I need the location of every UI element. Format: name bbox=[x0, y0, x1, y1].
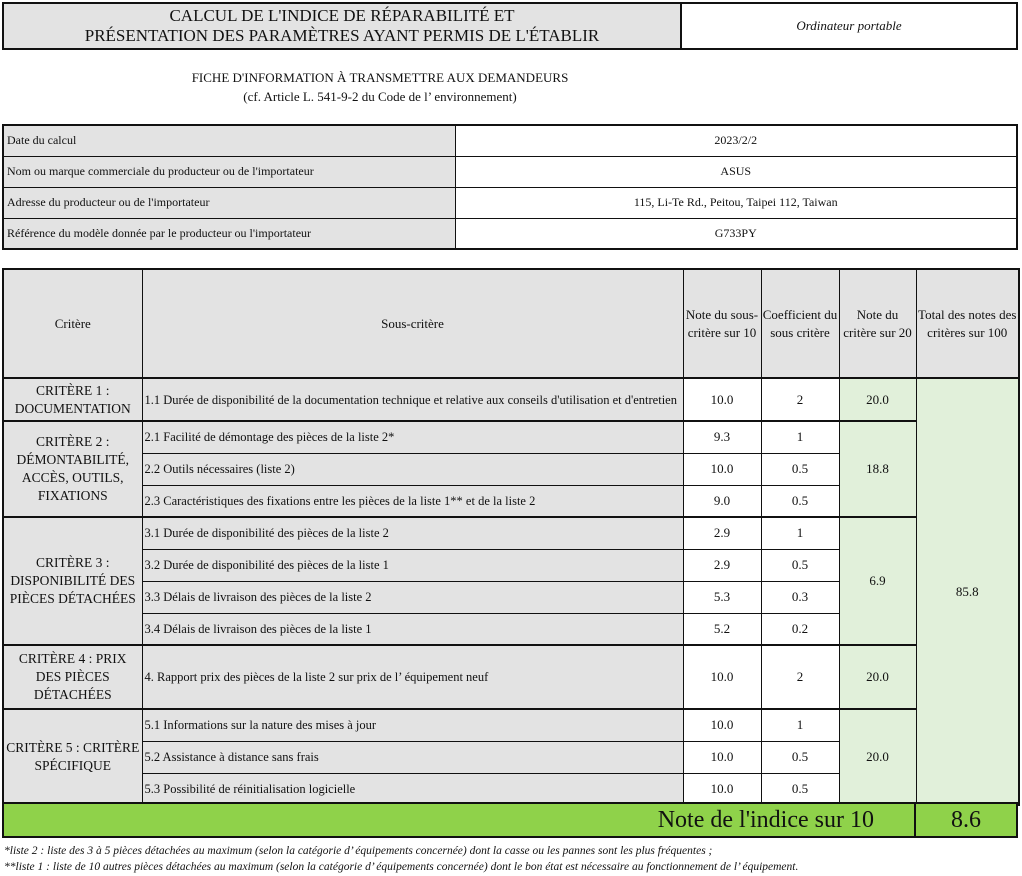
subcriterion-note: 2.9 bbox=[683, 549, 761, 581]
subcriterion-label: 3.2 Durée de disponibilité des pièces de la liste 1 bbox=[142, 549, 683, 581]
info-row bbox=[3, 187, 1017, 218]
header-note-sous: Note du sous-critère sur 10 bbox=[683, 269, 761, 378]
info-value: ASUS bbox=[455, 156, 1017, 187]
info-table bbox=[2, 124, 1018, 250]
subcriterion-coef: 0.2 bbox=[761, 613, 839, 645]
title-line-2: PRÉSENTATION DES PARAMÈTRES AYANT PERMIS DE L'ÉTABLIR bbox=[84, 26, 600, 45]
footnote-liste-2: *liste 2 : liste des 3 à 5 pièces détachées au maximum (selon la catégorie d’ équipements concernée) dont la casse ou les pannes sont les plus fréquentes ; bbox=[4, 845, 713, 857]
final-score-label: Note de l'indice sur 10 bbox=[4, 804, 916, 836]
final-score-value: 8.6 bbox=[951, 806, 981, 833]
header-critere: Critère bbox=[3, 269, 142, 378]
subcriterion-note: 10.0 bbox=[683, 453, 761, 485]
header-row bbox=[3, 269, 1019, 378]
subcriterion-coef: 1 bbox=[761, 421, 839, 453]
info-label: Référence du modèle donnée par le producteur ou l'importateur bbox=[3, 218, 455, 249]
subcriterion-label: 2.3 Caractéristiques des fixations entre les pièces de la liste 1** et de la liste 2 bbox=[142, 485, 683, 517]
subcriterion-note: 2.9 bbox=[683, 517, 761, 549]
subcriterion-coef: 0.5 bbox=[761, 741, 839, 773]
subcriterion-note: 5.3 bbox=[683, 581, 761, 613]
subcriterion-note: 10.0 bbox=[683, 709, 761, 741]
document-title bbox=[2, 2, 682, 50]
subcriterion-coef: 0.5 bbox=[761, 773, 839, 805]
info-value: 115, Li-Te Rd., Peitou, Taipei 112, Taiwan bbox=[455, 187, 1017, 218]
criterion-note20: 20.0 bbox=[839, 709, 916, 805]
fiche-line-1: FICHE D'INFORMATION À TRANSMETTRE AUX DEMANDEURS bbox=[191, 70, 569, 85]
subcriterion-coef: 0.5 bbox=[761, 453, 839, 485]
info-label: Adresse du producteur ou de l'importateur bbox=[3, 187, 455, 218]
table-row bbox=[3, 517, 1019, 549]
criterion-note20: 20.0 bbox=[839, 378, 916, 421]
subcriterion-coef: 0.3 bbox=[761, 581, 839, 613]
info-row bbox=[3, 218, 1017, 249]
info-value: 2023/2/2 bbox=[455, 125, 1017, 156]
scoring-table bbox=[2, 268, 1020, 806]
table-row bbox=[3, 421, 1019, 453]
criterion-name: CRITÈRE 5 : CRITÈRE SPÉCIFIQUE bbox=[3, 709, 142, 805]
header-coef: Coefficient du sous critère bbox=[761, 269, 839, 378]
info-value: G733PY bbox=[455, 218, 1017, 249]
table-row bbox=[3, 378, 1019, 421]
fiche-heading bbox=[0, 68, 760, 106]
subcriterion-label: 2.1 Facilité de démontage des pièces de la liste 2* bbox=[142, 421, 683, 453]
subcriterion-label: 3.1 Durée de disponibilité des pièces de la liste 2 bbox=[142, 517, 683, 549]
total-notes-100: 85.8 bbox=[916, 378, 1019, 805]
subcriterion-coef: 1 bbox=[761, 709, 839, 741]
subcriterion-note: 9.0 bbox=[683, 485, 761, 517]
subcriterion-coef: 2 bbox=[761, 378, 839, 421]
header-sous-critere: Sous-critère bbox=[142, 269, 683, 378]
header-note-crit: Note du critère sur 20 bbox=[839, 269, 916, 378]
info-label: Date du calcul bbox=[3, 125, 455, 156]
title-line-1: CALCUL DE L'INDICE DE RÉPARABILITÉ ET bbox=[169, 6, 515, 25]
criterion-name: CRITÈRE 1 : DOCUMENTATION bbox=[3, 378, 142, 421]
info-label: Nom ou marque commerciale du producteur ou de l'importateur bbox=[3, 156, 455, 187]
footnotes bbox=[4, 843, 798, 875]
criterion-name: CRITÈRE 3 : DISPONIBILITÉ DES PIÈCES DÉTACHÉES bbox=[3, 517, 142, 645]
subcriterion-note: 10.0 bbox=[683, 741, 761, 773]
subcriterion-coef: 2 bbox=[761, 645, 839, 709]
footnote-liste-1: **liste 1 : liste de 10 autres pièces détachées au maximum (selon la catégorie d’ équipements concernée) dont le bon état est nécessaire au fonctionnement de l’ équipement. bbox=[4, 861, 799, 873]
subcriterion-label: 3.3 Délais de livraison des pièces de la liste 2 bbox=[142, 581, 683, 613]
subcriterion-note: 10.0 bbox=[683, 378, 761, 421]
criterion-note20: 18.8 bbox=[839, 421, 916, 517]
subcriterion-note: 9.3 bbox=[683, 421, 761, 453]
subcriterion-note: 10.0 bbox=[683, 773, 761, 805]
criterion-note20: 6.9 bbox=[839, 517, 916, 645]
header-total: Total des notes des critères sur 100 bbox=[916, 269, 1019, 378]
info-row bbox=[3, 156, 1017, 187]
fiche-line-2: (cf. Article L. 541-9-2 du Code de l’ environnement) bbox=[243, 89, 517, 104]
subcriterion-label: 4. Rapport prix des pièces de la liste 2 sur prix de l’ équipement neuf bbox=[142, 645, 683, 709]
subcriterion-coef: 1 bbox=[761, 517, 839, 549]
subcriterion-label: 5.2 Assistance à distance sans frais bbox=[142, 741, 683, 773]
product-type: Ordinateur portable bbox=[680, 2, 1018, 50]
subcriterion-note: 10.0 bbox=[683, 645, 761, 709]
table-row bbox=[3, 645, 1019, 709]
subcriterion-label: 1.1 Durée de disponibilité de la documentation technique et relative aux conseils d'utilisation et d'entretien bbox=[142, 378, 683, 421]
subcriterion-label: 3.4 Délais de livraison des pièces de la liste 1 bbox=[142, 613, 683, 645]
criterion-note20: 20.0 bbox=[839, 645, 916, 709]
subcriterion-label: 5.1 Informations sur la nature des mises à jour bbox=[142, 709, 683, 741]
subcriterion-label: 5.3 Possibilité de réinitialisation logicielle bbox=[142, 773, 683, 805]
criterion-name: CRITÈRE 2 : DÉMONTABILITÉ, ACCÈS, OUTILS, FIXATIONS bbox=[3, 421, 142, 517]
info-row bbox=[3, 125, 1017, 156]
subcriterion-note: 5.2 bbox=[683, 613, 761, 645]
subcriterion-label: 2.2 Outils nécessaires (liste 2) bbox=[142, 453, 683, 485]
table-row bbox=[3, 709, 1019, 741]
criterion-name: CRITÈRE 4 : PRIX DES PIÈCES DÉTACHÉES bbox=[3, 645, 142, 709]
subcriterion-coef: 0.5 bbox=[761, 549, 839, 581]
subcriterion-coef: 0.5 bbox=[761, 485, 839, 517]
final-score-bar bbox=[2, 802, 1018, 838]
